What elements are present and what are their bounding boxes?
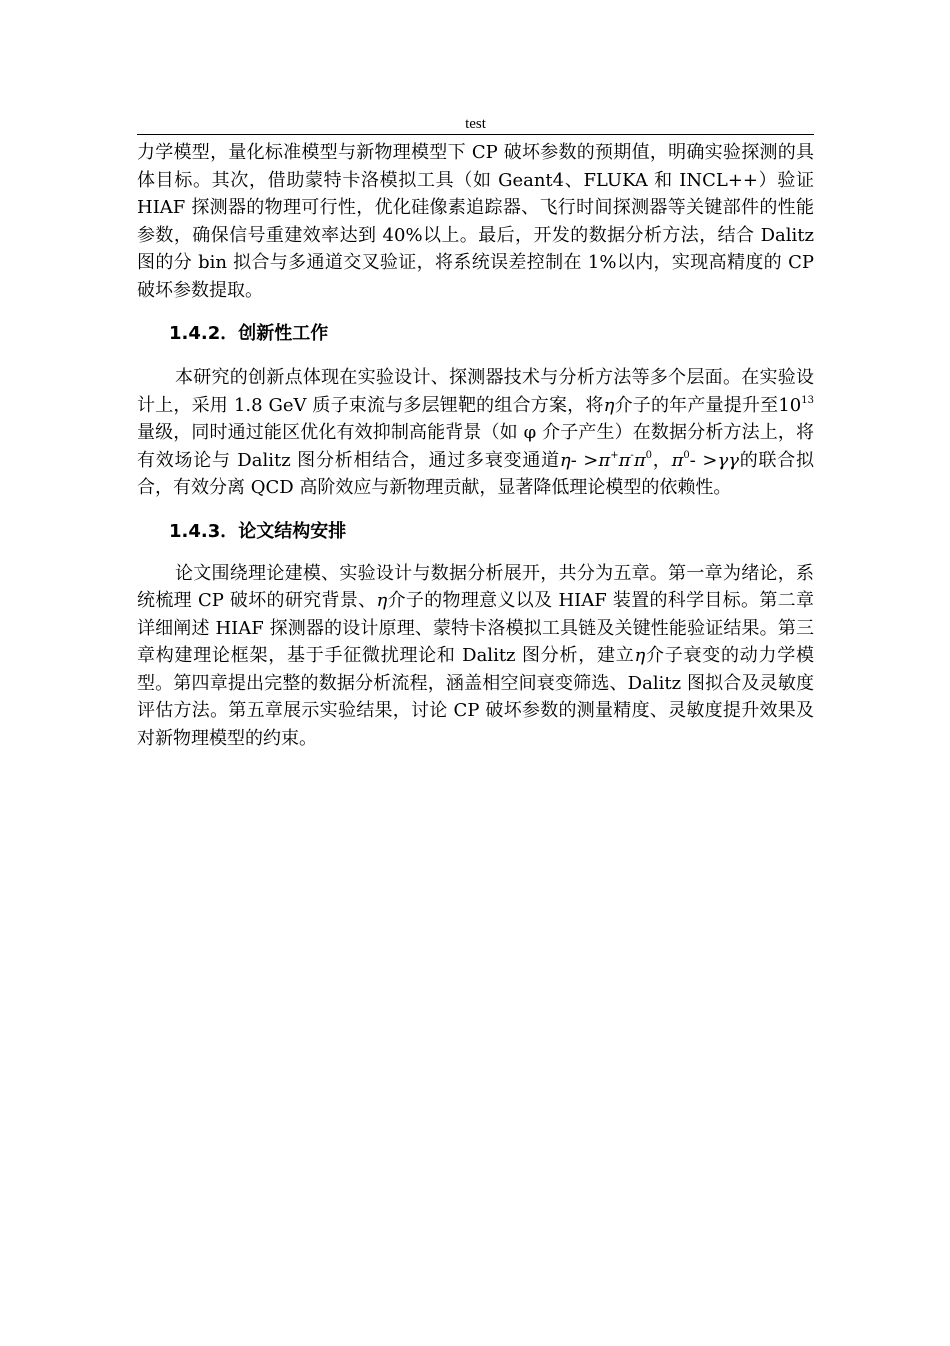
eta-symbol: η [603, 394, 615, 416]
structure-text-2: 介子的物理意义以及 HIAF 装置的科学目标。第二章详细阐述 HIAF 探测器的设计原理、蒙特卡洛模拟工具链及关键性能验证结果。第三章构建理论框架，基于手征微扰理论和 Dalitz 图分析，建立 [137, 590, 814, 666]
structure-paragraph [137, 560, 814, 753]
intro-paragraph: 力学模型，量化标准模型与新物理模型下 CP 破坏参数的预期值，明确实验探测的具体目标。其次，借助蒙特卡洛模拟工具（如 Geant4、FLUKA 和 INCL++）验证 HIAF 探测器的物理可行性，优化硅像素追踪器、飞行时间探测器等关键部件的性能参数，确保信号重建效率达到 40%以上。最后，开发的数据分析方法，结合 Dalitz 图的分 bin 拟合与多通道交叉验证，将系统误差控制在 1%以内，实现高精度的 CP 破坏参数提取。 [137, 142, 814, 301]
document-body [137, 139, 814, 752]
section-heading-innovation: 1.4.2．创新性工作 [169, 323, 329, 344]
decay2-sup-zero: 0 [683, 449, 690, 461]
structure-text-3: 介子衰变的动力学模型。第四章提出完整的数据分析流程，涵盖相空间衰变筛选、Dalitz 图拟合及灵敏度评估方法。第五章展示实验结果，讨论 CP 破坏参数的测量精度、灵敏度提升效果及对新物理模型的约束。 [137, 645, 814, 749]
decay1-eta: η [559, 449, 571, 471]
decay2-pi-zero: π [671, 449, 684, 471]
header-rule [137, 134, 814, 135]
sup-zero: 0 [645, 449, 653, 461]
sup-plus: + [610, 449, 619, 461]
structure-text-1: 论文围绕理论建模、实验设计与数据分析展开，共分为五章。第一章为绪论，系统梳理 CP 破坏的研究背景、 [137, 562, 814, 611]
decay1-arrow: - > [570, 449, 599, 471]
sup-minus: - [630, 449, 634, 461]
structure-eta-1: η [376, 590, 388, 611]
innovation-text-3: 量级，同时通过能区优化有效抑制高能背景（如 φ 介子产生）在数据分析方法上，将有效场论与 Dalitz 图分析相结合，通过多衰变通道 [137, 422, 814, 471]
innovation-text-2: 介子的年产量提升至 [614, 394, 779, 416]
innovation-text-4: 的联合拟合，有效分离 QCD 高阶效应与新物理贡献，显著降低理论模型的依赖性。 [137, 449, 815, 498]
decay-comma: ， [652, 449, 672, 471]
innovation-text-1: 本研究的创新点体现在实验设计、探测器技术与分析方法等多个层面。在实验设计上，采用 1.8 GeV 质子束流与多层锂靶的组合方案，将 [137, 367, 814, 416]
structure-eta-2: η [634, 645, 646, 666]
decay1-pi-zero: π [633, 449, 646, 471]
decay1-pi-plus: π [598, 449, 611, 471]
decay2-arrow: - > [689, 449, 718, 471]
decay2-gamma-gamma: γγ [717, 449, 739, 471]
power-base: 10 [778, 394, 802, 416]
decay1-pi-minus: π [618, 449, 631, 471]
section-heading-structure: 1.4.3．论文结构安排 [169, 520, 347, 542]
page-header: test [465, 116, 486, 132]
power-exponent: 13 [801, 394, 814, 406]
innovation-paragraph [137, 364, 814, 502]
